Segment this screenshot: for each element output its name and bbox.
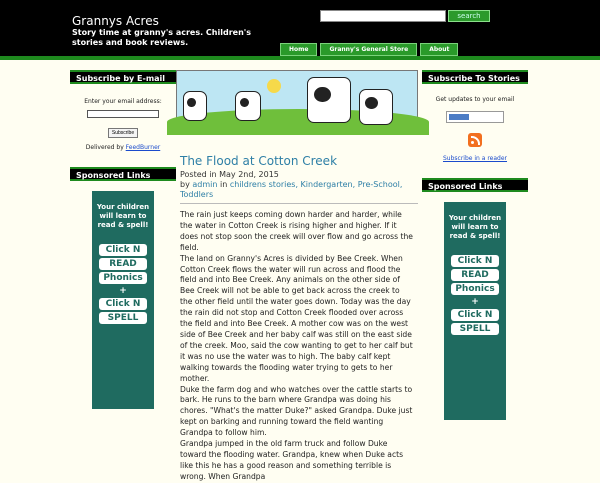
delivered-by-text <box>74 144 172 151</box>
cow-graphic <box>183 91 207 121</box>
right-sidebar <box>422 70 528 420</box>
feedburner-badge[interactable] <box>446 111 504 123</box>
ad-word: Click N <box>99 244 147 256</box>
subscribe-button[interactable]: Subscribe <box>108 128 138 138</box>
main-content <box>176 70 418 483</box>
post-byline <box>180 180 418 200</box>
ad-word: SPELL <box>451 323 499 335</box>
cows-banner-image <box>176 70 418 132</box>
subscribe-stories-widget <box>422 84 528 170</box>
ad-word: READ <box>451 269 499 281</box>
subscribe-reader-link[interactable]: Subscribe in a reader <box>442 155 508 162</box>
subscribe-email-title: Subscribe by E-mail <box>70 70 176 84</box>
subscribe-stories-title: Subscribe To Stories <box>422 70 528 84</box>
updates-text: Get updates to your email <box>435 96 515 103</box>
ad-word: SPELL <box>99 312 147 324</box>
feedburner-link[interactable]: FeedBurner <box>125 144 161 151</box>
ad-word: READ <box>99 258 147 270</box>
ad-plus: + <box>119 286 127 296</box>
ad-word: Click N <box>451 255 499 267</box>
post-meta <box>176 170 418 200</box>
post-paragraph: Duke the farm dog and who watches over the cattle starts to bark. He runs to the barn where Grandpa was doing his chores. "What's the matter Duke?" asked Grandpa. Duke just kept on barking and running toward the field wanting Grandpa to follow him. <box>180 384 413 438</box>
header-bar <box>0 0 600 56</box>
cow-graphic <box>235 91 261 121</box>
ad-logo <box>99 244 147 324</box>
site-description: Story time at granny's acres. Children's stories and book reviews. <box>72 28 251 47</box>
header-divider <box>0 56 600 60</box>
ad-word: Click N <box>451 309 499 321</box>
sponsored-links-title-left: Sponsored Links <box>70 167 176 181</box>
nav-item-about[interactable]: About <box>420 43 458 56</box>
sun-graphic <box>267 79 281 93</box>
site-title[interactable]: Grannys Acres <box>72 14 159 28</box>
nav-item-general-store[interactable]: Granny's General Store <box>320 43 417 56</box>
ad-word: Phonics <box>99 272 147 284</box>
cow-graphic <box>359 89 393 125</box>
nav-item-home[interactable]: Home <box>280 43 317 56</box>
by-label: by <box>180 180 190 189</box>
ad-word: Click N <box>99 298 147 310</box>
subscribe-email-widget <box>70 84 176 159</box>
ad-tagline: Your children will learn to read & spell! <box>96 203 150 229</box>
post-paragraph: The rain just keeps coming down harder and harder, while the water in Cotton Creek is rising higher and higher. If it does not stop soon the creek will over flow and go across the field. <box>180 210 413 252</box>
post-title[interactable]: The Flood at Cotton Creek <box>180 154 338 168</box>
delivered-prefix: Delivered by <box>85 144 126 151</box>
ad-tagline: Your children will learn to read & spell! <box>448 214 502 240</box>
sponsored-links-title-right: Sponsored Links <box>422 178 528 192</box>
ad-word: Phonics <box>451 283 499 295</box>
in-label: in <box>219 180 228 189</box>
post-paragraph: Grandpa jumped in the old farm truck and follow Duke toward the flooding water. Grandpa, knew when Duke acts like this he has a good reason and something terrible is wrong. When Grandpa <box>180 439 404 481</box>
cow-graphic <box>307 77 351 123</box>
post-date: Posted in May 2nd, 2015 <box>180 170 279 179</box>
search-button[interactable]: search <box>448 10 490 22</box>
ad-logo <box>451 255 499 335</box>
sponsored-ad-left[interactable] <box>92 191 154 409</box>
author-link[interactable]: admin <box>192 180 218 189</box>
email-label: Enter your email address: <box>84 98 162 105</box>
post-body <box>176 204 418 483</box>
post-paragraph: The land on Granny's Acres is divided by Bee Creek. When Cotton Creek flows the water will run across and flood the field and into Bee Creek. Any animals on the other side of Bee Creek will not be able to get back across the creek to the other field until the water goes down. Today was the day the rain did not stop and Cotton Creek flooded over across the field and into Bee Creek. A mother cow was on the west side of Bee Creek and her baby calf was still on the east side of the creek. Moo, said the cow wanting to get to her calf but it was no use the water was to high. The baby calf kept walking towards the flooding water trying to gets to her mother. <box>180 253 413 383</box>
email-field[interactable] <box>87 110 159 118</box>
rss-icon[interactable] <box>468 133 482 147</box>
left-sidebar <box>70 70 176 409</box>
search-input[interactable] <box>320 10 446 22</box>
post-tags[interactable]: childrens stories, Kindergarten, Pre-School, Toddlers <box>180 180 403 199</box>
sponsored-ad-right[interactable] <box>444 202 506 420</box>
ad-plus: + <box>471 297 479 307</box>
